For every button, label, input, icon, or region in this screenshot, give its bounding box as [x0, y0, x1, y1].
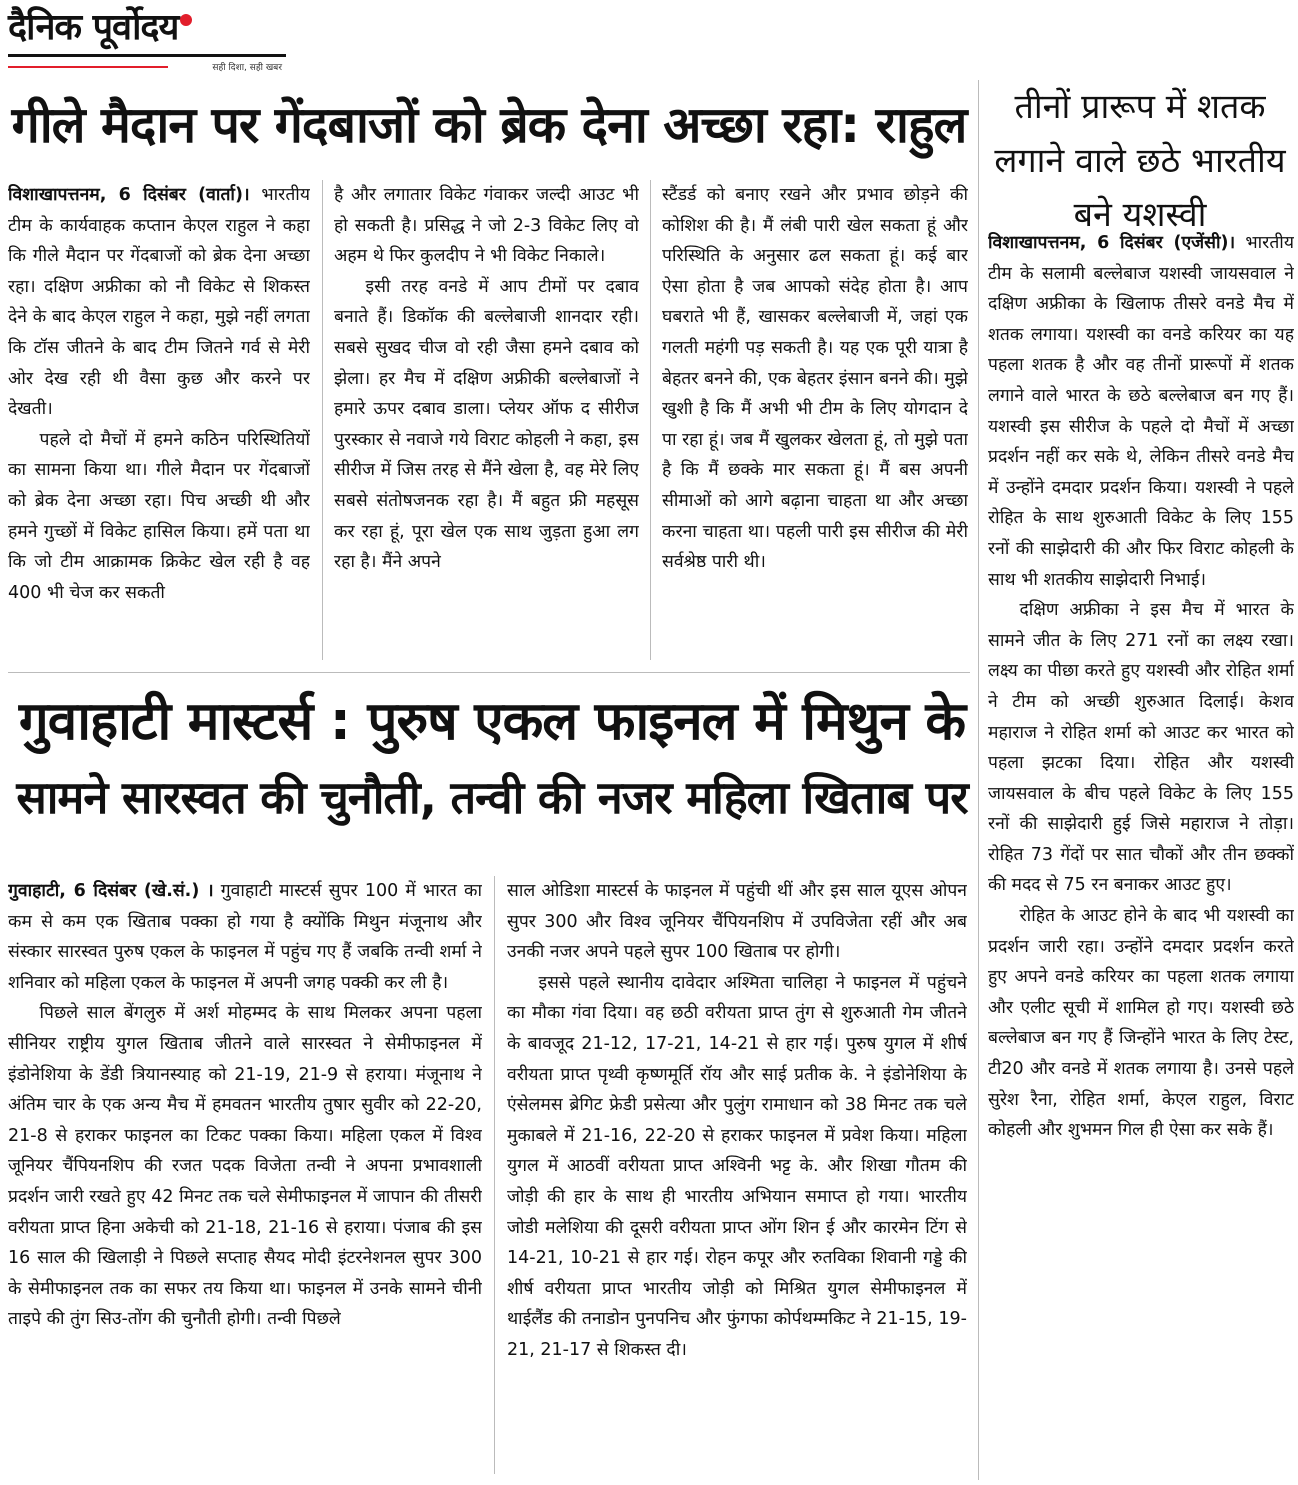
story2-col1-para1 [8, 876, 482, 998]
story1-headline: गीले मैदान पर गेंदबाजों को ब्रेक देना अच्छा रहा: राहुल [11, 96, 967, 154]
story1-col3-para1: स्टैंडर्ड को बनाए रखने और प्रभाव छोड़ने की कोशिश की है। मैं लंबी पारी खेल सकता हूं और परिस्थिति के अनुसार ढल सकता हूं। कई बार ऐसा होता है जब आपको संदेह होता है। आप घबराते भी हैं, खासकर बल्लेबाजी में, जहां एक गलती महंगी पड़ सकती है। यह एक पूरी यात्रा है बेहतर बनने की, एक बेहतर इंसान बनने की। मुझे खुशी है कि मैं अभी भी टीम के लिए योगदान दे पा रहा हूं। जब मैं खुलकर खेलता हूं, तो मुझे पता है कि मैं छक्के मार सकता हूं। मैं बस अपनी सीमाओं को आगे बढ़ाना चाहता था और अच्छा करना चाहता था। पहली पारी इस सीरीज की मेरी सर्वश्रेष्ठ पारी थी। [662, 185, 968, 573]
story2-column-1 [8, 876, 482, 1474]
story2-column-2 [507, 876, 967, 1474]
story3-headline: तीनों प्रारूप में शतक लगाने वाले छठे भारतीय बने यशस्वी [994, 87, 1286, 235]
masthead-accent-line [8, 66, 168, 68]
story2-headline-line1: गुवाहाटी मास्टर्स : पुरुष एकल फाइनल में मिथुन के [18, 691, 966, 752]
story3-text1: भारतीय टीम के सलामी बल्लेबाज यशस्वी जायसवाल ने दक्षिण अफ्रीका के खिलाफ तीसरे वनडे मैच में शतक लगाया। यशस्वी का वनडे करियर का यह पहला शतक है और वह तीनों प्रारूपों में शतक लगाने वाले भारत के छठे बल्लेबाज बन गए हैं। यशस्वी इस सीरीज के पहले दो मैचों में अच्छा प्रदर्शन नहीं कर सके थे, लेकिन तीसरे वनडे मैच में उन्होंने दमदार प्रदर्शन किया। यशस्वी ने पहले रोहित के साथ शुरुआती विकेट के लिए 155 रनों की साझेदारी की और फिर विराट कोहली के साथ भी शतकीय साझेदारी निभाई। [988, 233, 1294, 590]
story1-col2-para2: इसी तरह वनडे में आप टीमों पर दबाव बनाते हैं। डिकॉक की बल्लेबाजी शानदार रही। सबसे सुखद चीज वो रही जैसा हमने दबाव को झेला। हर मैच में दक्षिण अफ्रीकी बल्लेबाजों ने हमारे ऊपर दबाव डाला। प्लेयर ऑफ द सीरीज पुरस्कार से नवाजे गये विराट कोहली ने कहा, इस सीरीज में जिस तरह से मैंने खेला है, वह मेरे लिए सबसे संतोषजनक रहा है। मैं बहुत फ्री महसूस कर रहा हूं, पूरा खेल एक साथ जुड़ता हुआ लग रहा है। मैंने अपने [334, 276, 639, 573]
story-divider [8, 672, 970, 673]
story3-dateline: विशाखापत्तनम, 6 दिसंबर (एजेंसी)। [988, 233, 1236, 253]
masthead-tagline: सही दिशा, सही खबर [212, 63, 282, 73]
story1-dateline: विशाखापत्तनम, 6 दिसंबर (वार्ता)। [8, 185, 250, 205]
story1-column-3 [662, 180, 968, 660]
story2-col1-text1: गुवाहाटी मास्टर्स सुपर 100 में भारत का कम से कम एक खिताब पक्का हो गया है क्योंकि मिथुन मंजूनाथ और संस्कार सारस्वत पुरुष एकल के फाइनल में पहुंच गए हैं जबकि तन्वी शर्मा ने शनिवार को महिला एकल के फाइनल में अपनी जगह पक्की कर ली है। [8, 881, 482, 993]
story2-col2-para1: साल ओडिशा मास्टर्स के फाइनल में पहुंची थीं और इस साल यूएस ओपन सुपर 300 और विश्व जूनियर चैंपियनशिप में उपविजेता रहीं और अब उनकी नजर अपने पहले सुपर 100 खिताब पर होगी। [507, 881, 967, 963]
story3-para2: दक्षिण अफ्रीका ने इस मैच में भारत के सामने जीत के लिए 271 रनों का लक्ष्य रखा। लक्ष्य का पीछा करते हुए यशस्वी और रोहित शर्मा ने टीम को अच्छी शुरुआत दिलाई। केशव महाराज ने रोहित शर्मा को आउट कर भारत को पहला झटका दिया। रोहित और यशस्वी जायसवाल के बीच पहले विकेट के लिए 155 रनों की साझेदारी हुई जिसे महाराज ने तोड़ा। रोहित 73 गेंदों पर सात चौकों और तीन छक्कों की मदद से 75 रन बनाकर आउट हुए। [988, 600, 1294, 896]
story1-column-2 [334, 180, 639, 660]
story2-headline-line2: सामने सारस्वत की चुनौती, तन्वी की नजर महिला खिताब पर [16, 771, 968, 824]
section-divider [978, 80, 979, 1480]
masthead-rule [8, 54, 286, 57]
masthead [8, 6, 286, 72]
newspaper-logo: दैनिक पूर्वोदय [8, 7, 179, 48]
story2-dateline: गुवाहाटी, 6 दिसंबर (खे.सं.) । [8, 881, 214, 901]
story3-para1 [988, 228, 1294, 595]
logo-dot-icon [180, 14, 192, 26]
column-divider [322, 180, 323, 660]
story2-headline [12, 684, 972, 836]
story1-column-1 [8, 180, 310, 660]
story3-column [988, 228, 1294, 1478]
story2-col2-para2: इससे पहले स्थानीय दावेदार अश्मिता चालिहा ने फाइनल में पहुंचने का मौका गंवा दिया। वह छठी वरीयता प्राप्त तुंग से शुरुआती गेम जीतने के बावजूद 21-12, 17-21, 14-21 से हार गई। पुरुष युगल में शीर्ष वरीयता प्राप्त पृथ्वी कृष्णमूर्ति रॉय और साई प्रतीक के. ने इंडोनेशिया के एंसेलमस ब्रेगिट फ्रेडी प्रसेत्या और पुलुंग रामाधान को 38 मिनट तक चले मुकाबले में 21-16, 22-20 से हराकर फाइनल में प्रवेश किया। महिला युगल में आठवीं वरीयता प्राप्त अश्विनी भट्ट के. और शिखा गौतम की जोड़ी की हार के साथ ही भारतीय अभियान समाप्त हो गया। भारतीय जोडी मलेशिया की दूसरी वरीयता प्राप्त ओंग शिन ई और कारमेन टिंग से 14-21, 10-21 से हार गई। रोहन कपूर और रुतविका शिवानी गड्डे की शीर्ष वरीयता प्राप्त भारतीय जोड़ी को मिश्रित युगल सेमीफाइनल में थाईलैंड की तनाडोन पुनपनिच और फुंगफा कोर्पथम्मकिट ने 21-15, 19-21, 21-17 से शिकस्त दी। [507, 972, 967, 1360]
column-divider [650, 180, 651, 660]
column-divider [494, 876, 495, 1474]
story1-col2-para1: है और लगातार विकेट गंवाकर जल्दी आउट भी हो सकती है। प्रसिद्ध ने जो 2-3 विकेट लिए वो अहम थे फिर कुलदीप ने भी विकेट निकाले। [334, 185, 639, 267]
story2-col1-para2: पिछले साल बेंगलुरु में अर्श मोहम्मद के साथ मिलकर अपना पहला सीनियर राष्ट्रीय युगल खिताब जीतने वाले सारस्वत ने सेमीफाइनल में इंडोनेशिया के डेंडी त्रियानस्याह को 21-19, 21-9 से हराया। मंजूनाथ ने अंतिम चार के एक अन्य मैच में हमवतन भारतीय तुषार सुवीर को 22-20, 21-8 से हराकर फाइनल का टिकट पक्का किया। महिला एकल में विश्व जूनियर चैंपियनशिप की रजत पदक विजेता तन्वी ने अपना प्रभावशाली प्रदर्शन जारी रखते हुए 42 मिनट तक चले सेमीफाइनल में जापान की तीसरी वरीयता प्राप्त हिना अकेची को 21-18, 21-16 से हराया। पंजाब की इस 16 साल की खिलाड़ी ने पिछले सप्ताह सैयद मोदी इंटरनेशनल सुपर 300 के सेमीफाइनल तक का सफर तय किया था। फाइनल में उनके सामने चीनी ताइपे की तुंग सिउ-तोंग की चुनौती होगी। तन्वी पिछले [8, 1003, 482, 1330]
story3-para3: रोहित के आउट होने के बाद भी यशस्वी का प्रदर्शन जारी रहा। उन्होंने दमदार प्रदर्शन करते हुए अपने वनडे करियर का पहला शतक लगाया और एलीट सूची में शामिल हो गए। यशस्वी छठे बल्लेबाज बन गए हैं जिन्होंने भारत के लिए टेस्ट, टी20 और वनडे में शतक लगाया है। उनसे पहले सुरेश रैना, रोहित शर्मा, केएल राहुल, विराट कोहली और शुभमन गिल ही ऐसा कर सके हैं। [988, 906, 1294, 1141]
story1-col1-para1 [8, 180, 310, 425]
story1-col1-text1: भारतीय टीम के कार्यवाहक कप्तान केएल राहुल ने कहा कि गीले मैदान पर गेंदबाजों को ब्रेक देना अच्छा रहा। दक्षिण अफ्रीका को नौ विकेट से शिकस्त देने के बाद केएल राहुल ने कहा, मुझे नहीं लगता कि टॉस जीतने के बाद टीम जितने गर्व से मेरी ओर देख रही थी वैसा कुछ और करने पर देखती। [8, 185, 310, 420]
story1-col1-para2: पहले दो मैचों में हमने कठिन परिस्थितियों का सामना किया था। गीले मैदान पर गेंदबाजों को ब्रेक देना अच्छा रहा। पिच अच्छी थी और हमने गुच्छों में विकेट हासिल किया। हमें पता था कि जो टीम आक्रामक क्रिकेट खेल रही है वह 400 भी चेज कर सकती [8, 429, 310, 603]
